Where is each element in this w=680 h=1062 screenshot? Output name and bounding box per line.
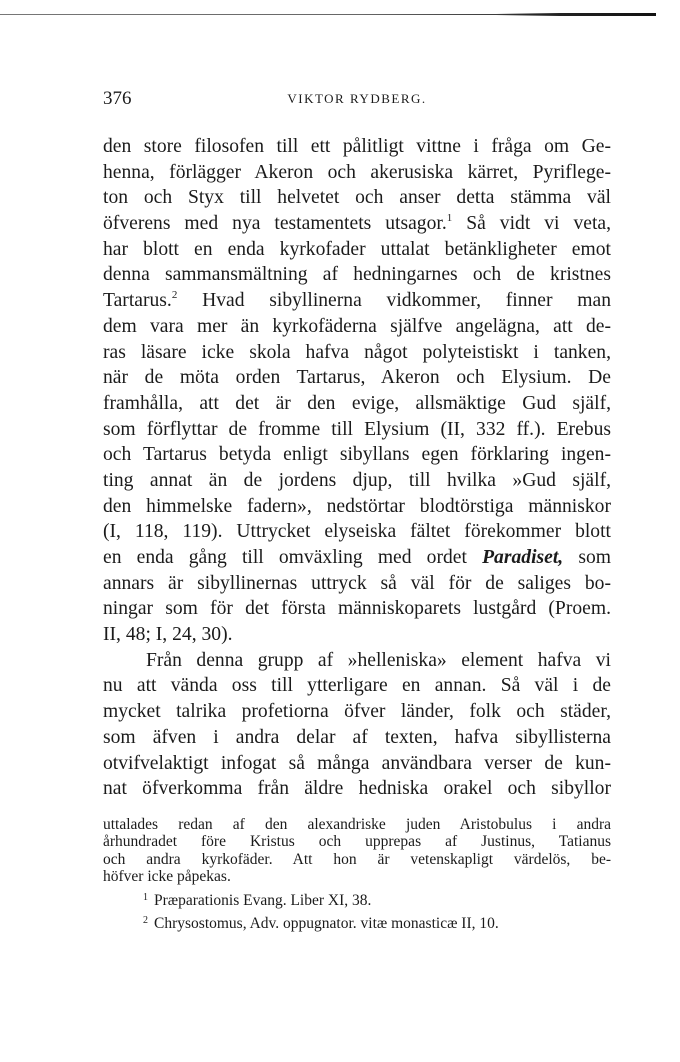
text-line: när de möta orden Tartarus, Akeron och Elysium. De xyxy=(103,367,611,389)
text-segment: som xyxy=(578,547,611,568)
text-line: dem vara mer än kyrkofäderna själfve angelägna, att de- xyxy=(103,315,611,337)
text-line: ton och Styx till helvetet och anser detta stämma väl xyxy=(103,187,611,209)
text-line xyxy=(103,545,611,571)
footnote-1 xyxy=(103,886,611,909)
text-line: som förflyttar de fromme till Elysium (II, 332 ff.). Erebus xyxy=(103,418,611,440)
text-line: nat öfverkomma från äldre hedniska orakel och sibyllor xyxy=(103,778,611,800)
text-line: henna, förlägger Akeron och akerusiska kärret, Pyriflege- xyxy=(103,161,611,183)
text-line: har blott en enda kyrkofader uttalat betänkligheter emot xyxy=(103,238,611,260)
footnote-continuation-line: höfver icke påpekas. xyxy=(103,868,231,886)
italic-term: Paradiset, xyxy=(482,547,564,568)
scan-edge-line xyxy=(0,14,656,15)
text-line: ting annat än de jordens djup, till hvilka »Gud själf, xyxy=(103,469,611,491)
text-segment: Så vidt vi veta, xyxy=(466,213,611,235)
text-line: den store filosofen till ett pålitligt vittne i fråga om Ge- xyxy=(103,136,611,157)
text-line: nu att vända oss till ytterligare en annan. Så väl i de xyxy=(103,675,611,697)
footnote-2 xyxy=(103,909,611,932)
text-line: och Tartarus betyda enligt sibyllans egen förklaring ingen- xyxy=(103,444,611,466)
main-text xyxy=(103,134,611,802)
text-line: ras läsare icke skola hafva något polyteistiskt i tanken, xyxy=(103,341,611,363)
running-head: VIKTOR RYDBERG. xyxy=(287,91,427,106)
text-segment: en enda gång till omväxling med ordet xyxy=(103,547,467,568)
footnote-text: Chrysostomus, Adv. oppugnator. vitæ monasticæ II, 10. xyxy=(154,914,499,932)
text-line xyxy=(103,211,611,237)
text-line: mycket talrika profetiorna öfver länder, folk och städer, xyxy=(103,701,611,723)
text-line: II, 48; I, 24, 30). xyxy=(103,624,233,646)
footnote-ref-2: 2 xyxy=(171,289,178,302)
text-segment: öfverens med nya testamentets utsagor. xyxy=(103,213,447,235)
book-page xyxy=(103,88,611,932)
text-line: denna sammansmältning af hedningarnes och de kristnes xyxy=(103,264,611,286)
text-line: otvifvelaktigt infogat så många användbara verser de kun- xyxy=(103,752,611,774)
text-line: framhålla, att det är den evige, allsmäktige Gud själf, xyxy=(103,392,611,414)
page-number: 376 xyxy=(103,88,132,109)
paragraph-start-line: Från denna grupp af »helleniska» element hafva vi xyxy=(146,649,611,671)
footnote-continuation-line: århundradet före Kristus och upprepas af Justinus, Tatianus xyxy=(103,833,611,851)
footnote-section xyxy=(103,816,611,932)
text-line xyxy=(103,288,611,314)
footnote-mark: 1 xyxy=(143,891,148,903)
footnote-continuation-line: uttalades redan af den alexandriske juden Aristobulus i andra xyxy=(103,815,611,833)
page-header xyxy=(103,88,611,114)
text-line: den himmelske fadern», nedstörtar blodtörstiga människor xyxy=(103,495,611,517)
footnote-ref-1: 1 xyxy=(446,212,453,225)
text-line: som äfven i andra delar af texten, hafva sibyllisterna xyxy=(103,726,611,748)
footnote-text: Præparationis Evang. Liber XI, 38. xyxy=(154,891,372,909)
text-segment: Hvad sibyllinerna vidkommer, finner man xyxy=(202,290,611,312)
footnote-mark: 2 xyxy=(143,914,148,926)
text-line: (I, 118, 119). Uttrycket elyseiska fältet förekommer blott xyxy=(103,521,611,543)
text-line: ningar som för det första människoparets lustgård (Proem. xyxy=(103,598,611,620)
text-segment: Tartarus. xyxy=(103,290,172,312)
text-line: annars är sibyllinernas uttryck så väl för de saliges bo- xyxy=(103,572,611,594)
footnote-continuation-line: och andra kyrkofäder. Att hon är vetenskapligt värdelös, be- xyxy=(103,850,611,868)
